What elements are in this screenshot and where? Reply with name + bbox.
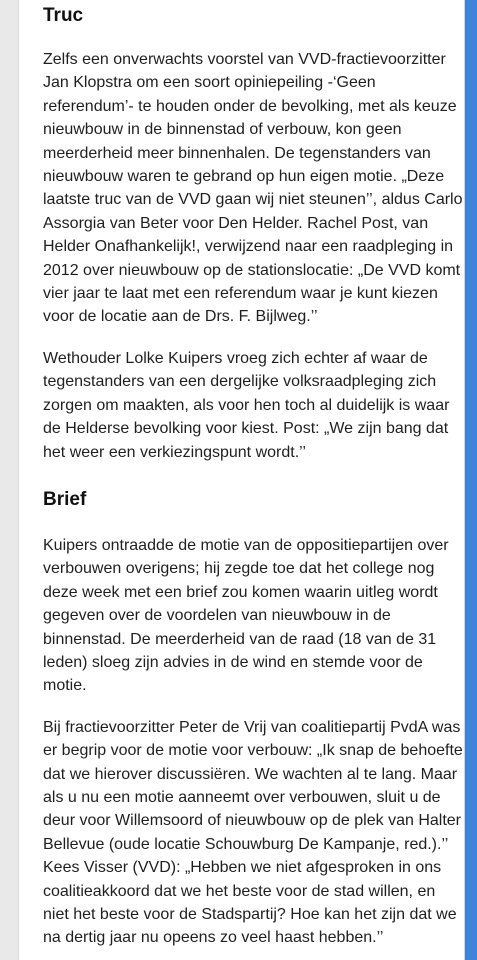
paragraph: Kuipers ontraadde de motie van de oppositiepartijen over verbouwen overigens; hij zegde toe dat het college nog deze week met een brief zou komen waarin uitleg wordt gegeven over de voordelen van nieuwbouw in de binnenstad. De meerderheid van de raad (18 van de 31 leden) sloeg zijn advies in de wind en stemde voor de motie. — [43, 536, 449, 695]
paragraph: Bij fractievoorzitter Peter de Vrij van coalitiepartij PvdA was er begrip voor de motie voor verbouw: „Ik snap de behoefte dat we hierover discussiëren. We wachten al te lang. Maar als u nu een motie aanneemt over verbouwen, sluit u de deur voor Willemsoord of nieuwbouw op de plek van Halter Bellevue (oude locatie Schouwburg De Kampanje, red.).’’ Kees Visser (VVD): „Hebben we niet afgesproken in ons coalitieakkoord dat we het beste voor de stad willen, en niet het beste voor de Stadspartij? Hoe kan het zijn dat we na dertig jaar nu opeens zo veel haast hebben.’’ — [43, 718, 463, 947]
paragraph: Wethouder Lolke Kuipers vroeg zich echter af waar de tegenstanders van een dergelijke volksraadpleging zich zorgen om maakten, als voor hen toch al duidelijk is waar de Helderse bevolking voor kiest. Post: „We zijn bang dat het weer een verkiezingspunt wordt.’’ — [43, 349, 450, 461]
section-brief — [43, 490, 464, 950]
article-body — [18, 0, 464, 960]
paragraph: Zelfs een onverwachts voorstel van VVD-fractievoorzitter Jan Klopstra om een soort opiniepeiling -‘Geen referendum’- te houden onder de bevolking, met als keuze nieuwbouw in de binnenstad of verbouw, kon geen meerderheid meer binnenhalen. De tegenstanders van nieuwbouw waren te gebrand op hun eigen motie. „Deze laatste truc van de VVD gaan wij niet steunen’’, aldus Carlo Assorgia van Beter voor Den Helder. Rachel Post, van Helder Onafhankelijk!, verwijzend naar een raadpleging in 2012 over nieuwbouw op de stationslocatie: „De VVD komt vier jaar te laat met een referendum waar je kunt kiezen voor de locatie aan de Drs. F. Bijlweg.’’ — [43, 51, 463, 326]
section-truc — [43, 6, 464, 464]
section-heading: Brief — [43, 488, 87, 510]
accent-edge-bar — [465, 0, 477, 960]
section-heading: Truc — [43, 5, 84, 26]
